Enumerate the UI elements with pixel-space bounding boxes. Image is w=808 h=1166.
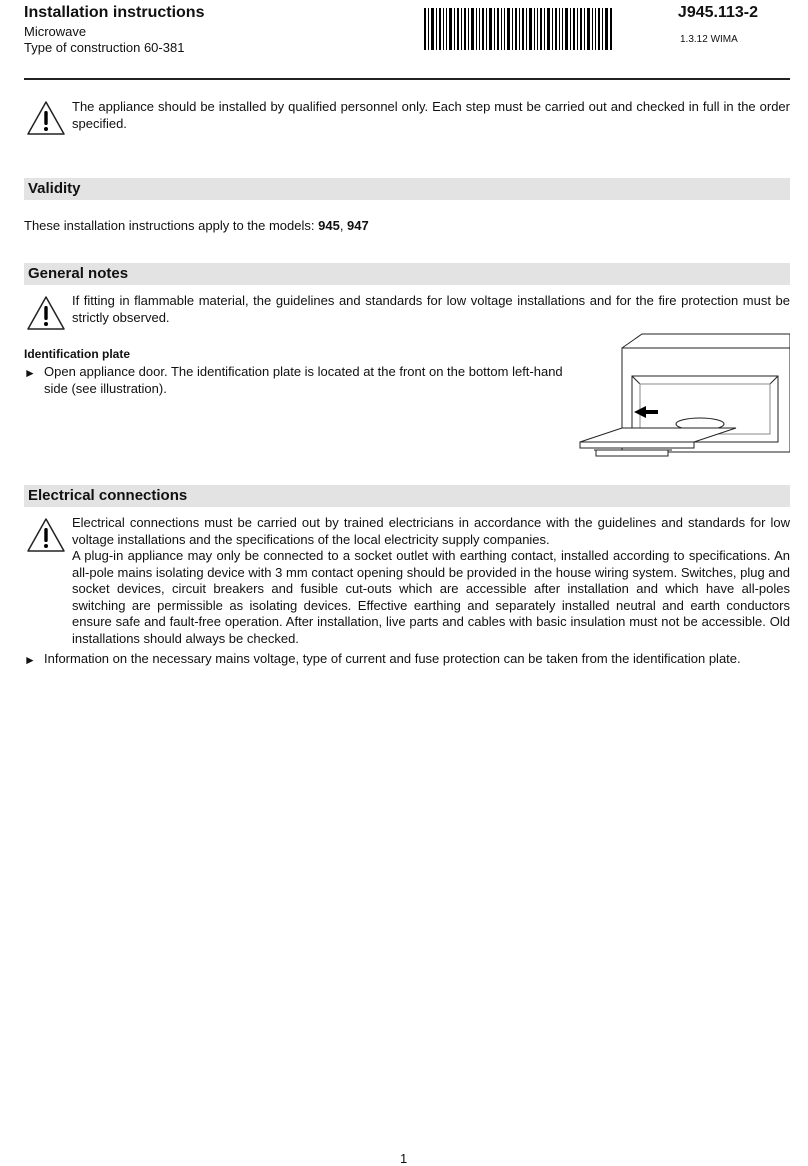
bullet-arrow-icon: ►	[24, 653, 36, 667]
section-heading-validity	[24, 178, 790, 200]
doc-title: Installation instructions	[24, 4, 205, 21]
validity-heading: Validity	[28, 180, 81, 197]
id-plate-heading: Identification plate	[24, 347, 131, 361]
intro-warning-text: The appliance should be installed by qualified personnel only. Each step must be carried out and checked in full in the order specified.	[72, 99, 790, 131]
section-heading-electrical-connections	[24, 485, 790, 507]
validity-text	[24, 218, 369, 235]
id-plate-text: Open appliance door. The identification plate is located at the front on the bottom left-hand side (see illustration).	[44, 364, 563, 396]
header-divider	[24, 78, 790, 80]
doc-date: 1.3.12 WIMA	[680, 34, 738, 45]
section-heading-general-notes	[24, 263, 790, 285]
warning-icon	[26, 100, 66, 136]
model-947: 947	[347, 218, 369, 233]
warning-icon	[26, 295, 66, 331]
model-945: 945	[318, 218, 340, 233]
electrical-info-text: Information on the necessary mains voltage, type of current and fuse protection can be taken from the identification plate.	[44, 651, 741, 666]
validity-intro: These installation instructions apply to the models:	[24, 218, 319, 233]
doc-number: J945.113-2	[677, 4, 758, 21]
warning-icon	[26, 517, 66, 553]
doc-subtitle-construction: Type of construction 60-381	[24, 40, 185, 55]
barcode	[424, 8, 612, 50]
electrical-warning-text	[72, 515, 790, 647]
electrical-warning-p2: A plug-in appliance may only be connected to a socket outlet with earthing contact, installed according to specifications. An all-pole mains isolating device with 3 mm contact opening should be provided in the house wiring system. Switches, plug and socket devices, circuit breakers and fusible cut-outs which are accessible after installation and which have all-poles switching are permissible as isolating devices. Effective earthing and separately installed neutral and earth conductors ensure safe and fault-free operation. After installation, live parts and cables with basic insulation must not be accessible. Old installations should always be checked.	[72, 548, 790, 646]
microwave-illustration	[576, 332, 790, 472]
general-notes-warning-text: If fitting in flammable material, the guidelines and standards for low voltage installations and for the fire protection must be strictly observed.	[72, 293, 790, 325]
general-notes-heading: General notes	[28, 265, 129, 282]
doc-subtitle-appliance: Microwave	[24, 24, 87, 39]
electrical-warning-p1: Electrical connections must be carried out by trained electricians in accordance with the guidelines and standards for low voltage installations and the specifications of the local electricity supply companies.	[72, 515, 790, 547]
model-separator: ,	[339, 218, 348, 233]
page-number: 1	[400, 1151, 408, 1166]
electrical-heading: Electrical connections	[28, 487, 188, 504]
bullet-arrow-icon: ►	[24, 366, 36, 380]
